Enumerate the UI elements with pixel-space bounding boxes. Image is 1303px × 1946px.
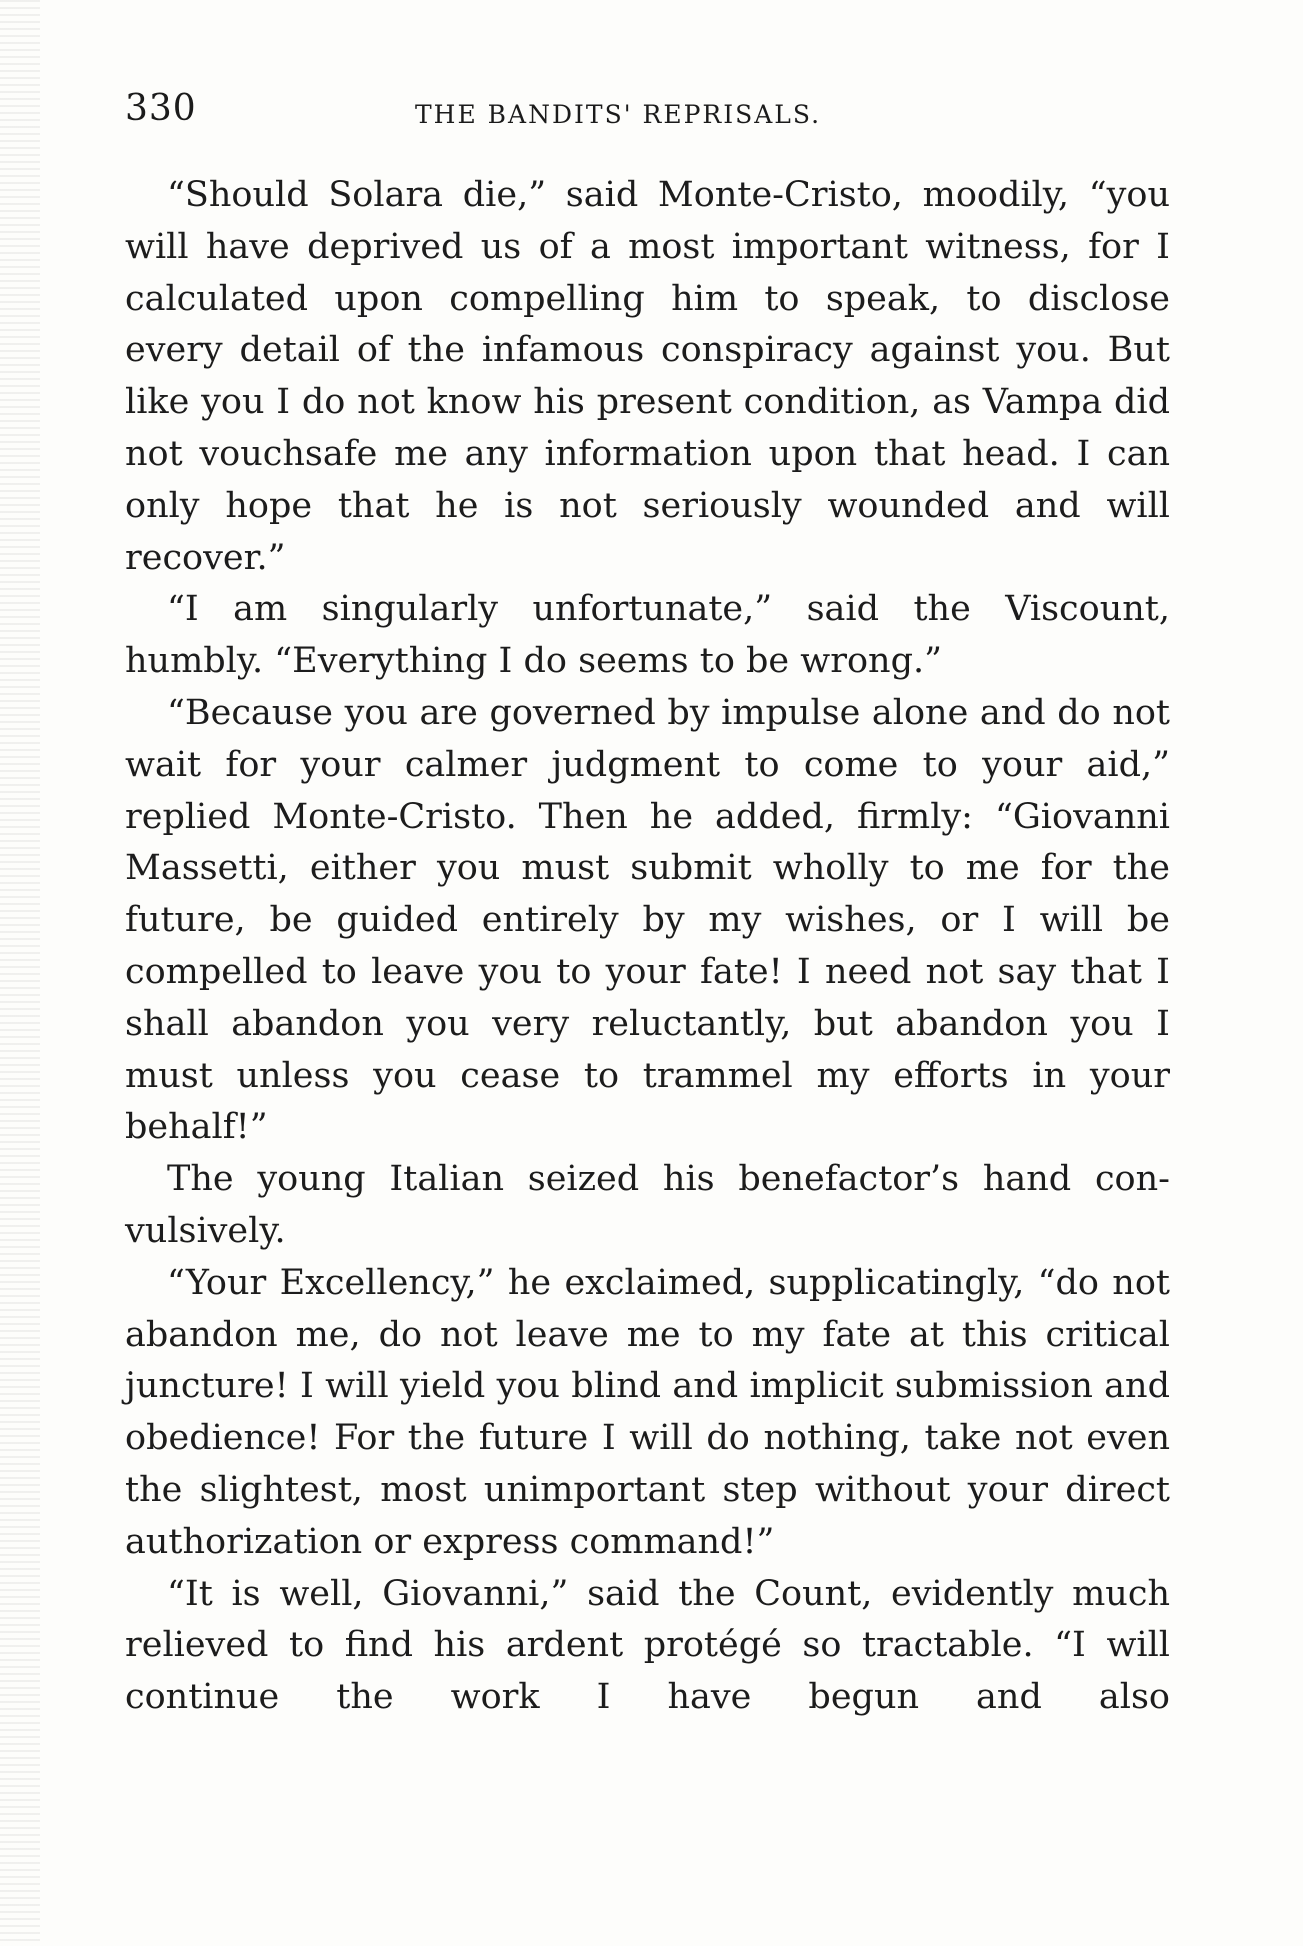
paragraph: “Because you are governed by impulse alone and do not wait for your calmer judgment to come to your aid,” replied Monte-Cristo. Then he added, firmly: “Giovanni Massetti, either you must submit wholly to me for the future, be guided entirely by my wishes, or I will be compelled to leave you to your fate! I need not say that I shall abandon you very reluctantly, but abandon you I must unless you cease to trammel my efforts in your behalf!” <box>125 692 1170 1148</box>
paragraph: “I am singularly unfortunate,” said the Viscount, humbly. “Everything I do seems to be wrong.” <box>125 589 1170 682</box>
paragraph: “Your Excellency,” he exclaimed, supplicatingly, “do not abandon me, do not leave me to my fate at this critical juncture! I will yield you blind and implicit submission and obedience! For the future I will do nothing, take not even the slightest, most unimportant step without your direct authorization or express command!” <box>125 1262 1170 1562</box>
running-header <box>125 88 1175 138</box>
paragraph: The young Italian seized his benefactor’s hand convulsively. <box>125 1159 1170 1251</box>
page-edge-speckle <box>0 0 40 1946</box>
page-number: 330 <box>125 88 197 129</box>
paragraph: “Should Solara die,” said Monte-Cristo, moodily, “you will have deprived us of a most important witness, for I calculated upon compelling him to speak, to disclose every detail of the infamous conspiracy against you. But like you I do not know his present condition, as Vampa did not vouchsafe me any information upon that head. I can only hope that he is not seriously wounded and will recover.” <box>125 175 1170 578</box>
paragraph: “It is well, Giovanni,” said the Count, evidently much relieved to find his ardent protégé so tractable. “I will continue the work I have begun and also <box>125 1573 1170 1718</box>
running-title: THE BANDITS' REPRISALS. <box>415 100 822 129</box>
text-body <box>125 170 1170 1724</box>
